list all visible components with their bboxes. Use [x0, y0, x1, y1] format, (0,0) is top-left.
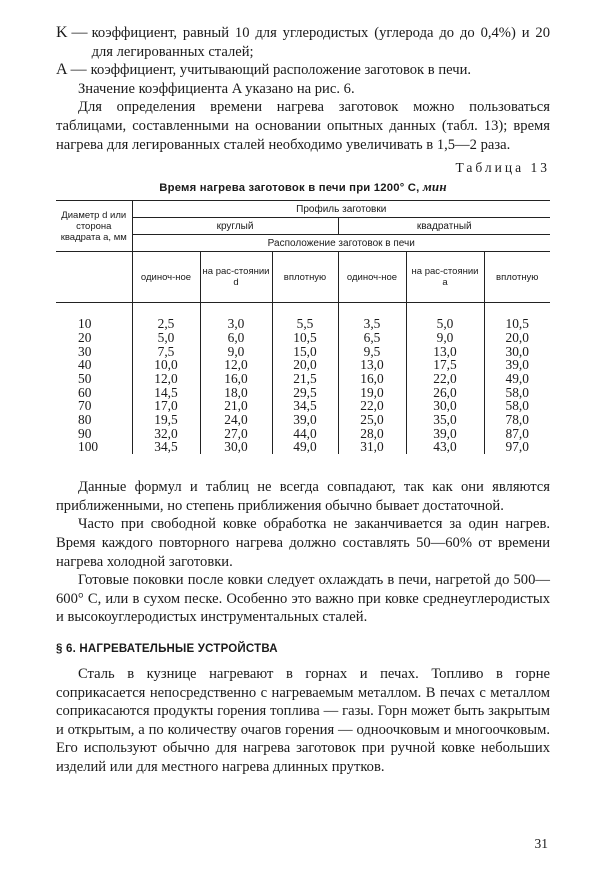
table-cell-size: 30: [78, 343, 92, 359]
table-cell-time: 10,0: [132, 358, 200, 372]
table-cell-time: 26,0: [406, 386, 484, 400]
table-cell-size: 100: [78, 439, 99, 455]
table-cell-time: 32,0: [132, 427, 200, 441]
paragraph-intro: Для определения времени нагрева заготовок можно пользоваться таблицами, составленными на основании опытных данных (табл. 13); время нагрева для легированных сталей необходимо увеличивать в 1,5—2 раза.: [56, 99, 550, 153]
table-cell-time: 6,0: [200, 331, 272, 345]
table-cell-size: 10: [78, 316, 92, 332]
col-single-round: одиноч-ное: [132, 252, 200, 303]
definition-text: коэффициент, равный 10 для углеродистых (углерода до до 0,4%) и 20 для легированных сталей;: [91, 25, 550, 60]
table-cell-time: 44,0: [272, 427, 338, 441]
table-cell-time: 5,0: [132, 331, 200, 345]
table-cell-time: 22,0: [406, 372, 484, 386]
table-cell-time: 6,5: [338, 331, 406, 345]
table-cell-time: 2,5: [132, 303, 200, 331]
table-row: [56, 372, 550, 386]
paragraph-formulas: Данные формул и таблиц не всегда совпадают, так как они являются приближенными, но степень приближения обычно бывает достаточной.: [56, 479, 550, 514]
table-cell-time: 20,0: [272, 358, 338, 372]
table-cell-time: 49,0: [484, 372, 550, 386]
table-cell-time: 14,5: [132, 386, 200, 400]
definition-text: коэффициент, учитывающий расположение заготовок в печи.: [90, 62, 472, 79]
table-cell-time: 29,5: [272, 386, 338, 400]
table-row: [56, 303, 550, 331]
table-cell-time: 20,0: [484, 331, 550, 345]
table-cell-time: 24,0: [200, 413, 272, 427]
table-cell-time: 3,5: [338, 303, 406, 331]
table-cell-time: 58,0: [484, 399, 550, 413]
placement-header: Расположение заготовок в печи: [132, 235, 550, 252]
table-cell-time: 39,0: [484, 358, 550, 372]
table-cell-time: 78,0: [484, 413, 550, 427]
paragraph-a-note: Значение коэффициента A указано на рис. 6.: [78, 80, 355, 97]
table-cell-time: 30,0: [200, 440, 272, 454]
table-cell-size: 70: [78, 398, 92, 414]
table-body: [56, 303, 550, 455]
col-tight-round: вплотную: [272, 252, 338, 303]
table-cell-time: 34,5: [272, 399, 338, 413]
table-cell-time: 12,0: [132, 372, 200, 386]
table-row: [56, 331, 550, 345]
table-row: [56, 345, 550, 359]
table-cell-time: 49,0: [272, 440, 338, 454]
profile-header: Профиль заготовки: [132, 201, 550, 218]
page-content: [56, 24, 550, 777]
row-header: Диаметр d или сторона квадрата a, мм: [56, 201, 132, 252]
table-cell-time: 10,5: [272, 331, 338, 345]
table-cell-time: 87,0: [484, 427, 550, 441]
table-cell-size: 80: [78, 412, 92, 428]
definition-k: [56, 24, 550, 61]
table-title-text: Время нагрева заготовок в печи при 1200° С,: [159, 182, 420, 195]
definition-a: [56, 61, 550, 80]
table-row: [56, 358, 550, 372]
table-cell-time: 13,0: [338, 358, 406, 372]
heating-time-table: [56, 200, 550, 454]
table-cell-time: 15,0: [272, 345, 338, 359]
table-cell-time: 7,5: [132, 345, 200, 359]
table-cell-time: 17,0: [132, 399, 200, 413]
table-cell-size: 90: [78, 425, 92, 441]
table-cell-time: 10,5: [484, 303, 550, 331]
table-cell-time: 9,0: [406, 331, 484, 345]
table-cell-time: 16,0: [200, 372, 272, 386]
table-cell-time: 16,0: [338, 372, 406, 386]
table-cell-size: 60: [78, 384, 92, 400]
table-cell-time: 97,0: [484, 440, 550, 454]
table-cell-time: 18,0: [200, 386, 272, 400]
table-cell-time: 19,5: [132, 413, 200, 427]
table-cell-time: 21,5: [272, 372, 338, 386]
table-cell-time: 5,0: [406, 303, 484, 331]
section-title: § 6. НАГРЕВАТЕЛЬНЫЕ УСТРОЙСТВА: [56, 642, 278, 655]
table-cell-time: 19,0: [338, 386, 406, 400]
table-cell-time: 43,0: [406, 440, 484, 454]
table-cell-time: 5,5: [272, 303, 338, 331]
table-cell-time: 13,0: [406, 345, 484, 359]
table-cell-time: 21,0: [200, 399, 272, 413]
table-row: [56, 386, 550, 400]
col-spaced-round: на рас-стоянии d: [200, 252, 272, 303]
profile-square: квадратный: [338, 218, 550, 235]
table-cell-time: 22,0: [338, 399, 406, 413]
table-cell-time: 31,0: [338, 440, 406, 454]
col-single-square: одиноч-ное: [338, 252, 406, 303]
table-caption: Таблица 13: [455, 160, 550, 176]
table-cell-time: 27,0: [200, 427, 272, 441]
table-cell-time: 39,0: [272, 413, 338, 427]
col-tight-square: вплотную: [484, 252, 550, 303]
table-cell-size: 40: [78, 357, 92, 373]
table-cell-size: 50: [78, 370, 92, 386]
table-cell-time: 30,0: [406, 399, 484, 413]
table-title: [56, 179, 550, 195]
paragraph-forge: Сталь в кузнице нагревают в горнах и печах. Топливо в горне соприкасается непосредственно с нагреваемым металлом. В печах с металлом соприкасаются продукты горения топлива — газы. Горн может быть закрытым и открытым, а по количеству очагов горения — одноочковым и многоочковым. Его используют обычно для нагрева заготовок при ручной ковке небольших изделий или для местного нагрева длинных прутков.: [56, 665, 550, 775]
table-cell-time: 58,0: [484, 386, 550, 400]
table-cell-time: 12,0: [200, 358, 272, 372]
table-cell-time: 28,0: [338, 427, 406, 441]
page-number: 31: [534, 836, 548, 851]
table-row: [56, 427, 550, 441]
table-title-unit: мин: [422, 179, 447, 195]
definition-term: A —: [56, 61, 91, 79]
definition-term: K —: [56, 24, 92, 41]
table-cell-time: 30,0: [484, 345, 550, 359]
table-cell-time: 3,0: [200, 303, 272, 331]
table-cell-time: 34,5: [132, 440, 200, 454]
paragraph-reheat: Часто при свободной ковке обработка не заканчивается за один нагрев. Время каждого повторного нагрева должно составлять 50—60% от времени нагрева холодной заготовки.: [56, 516, 550, 570]
table-row: [56, 399, 550, 413]
table-row: [56, 413, 550, 427]
table-cell-size: 20: [78, 329, 92, 345]
table-cell-time: 39,0: [406, 427, 484, 441]
table-cell-time: 17,5: [406, 358, 484, 372]
table-row: [56, 440, 550, 454]
table-cell-time: 25,0: [338, 413, 406, 427]
table-cell-time: 35,0: [406, 413, 484, 427]
table-cell-time: 9,5: [338, 345, 406, 359]
table-cell-time: 9,0: [200, 345, 272, 359]
col-spaced-square: на рас-стоянии a: [406, 252, 484, 303]
profile-round: круглый: [132, 218, 338, 235]
paragraph-cooling: Готовые поковки после ковки следует охлаждать в печи, нагретой до 500—600° С, или в сухом песке. Особенно это важно при ковке среднеуглеродистых и высокоуглеродистых инструментальных сталей.: [56, 572, 550, 626]
